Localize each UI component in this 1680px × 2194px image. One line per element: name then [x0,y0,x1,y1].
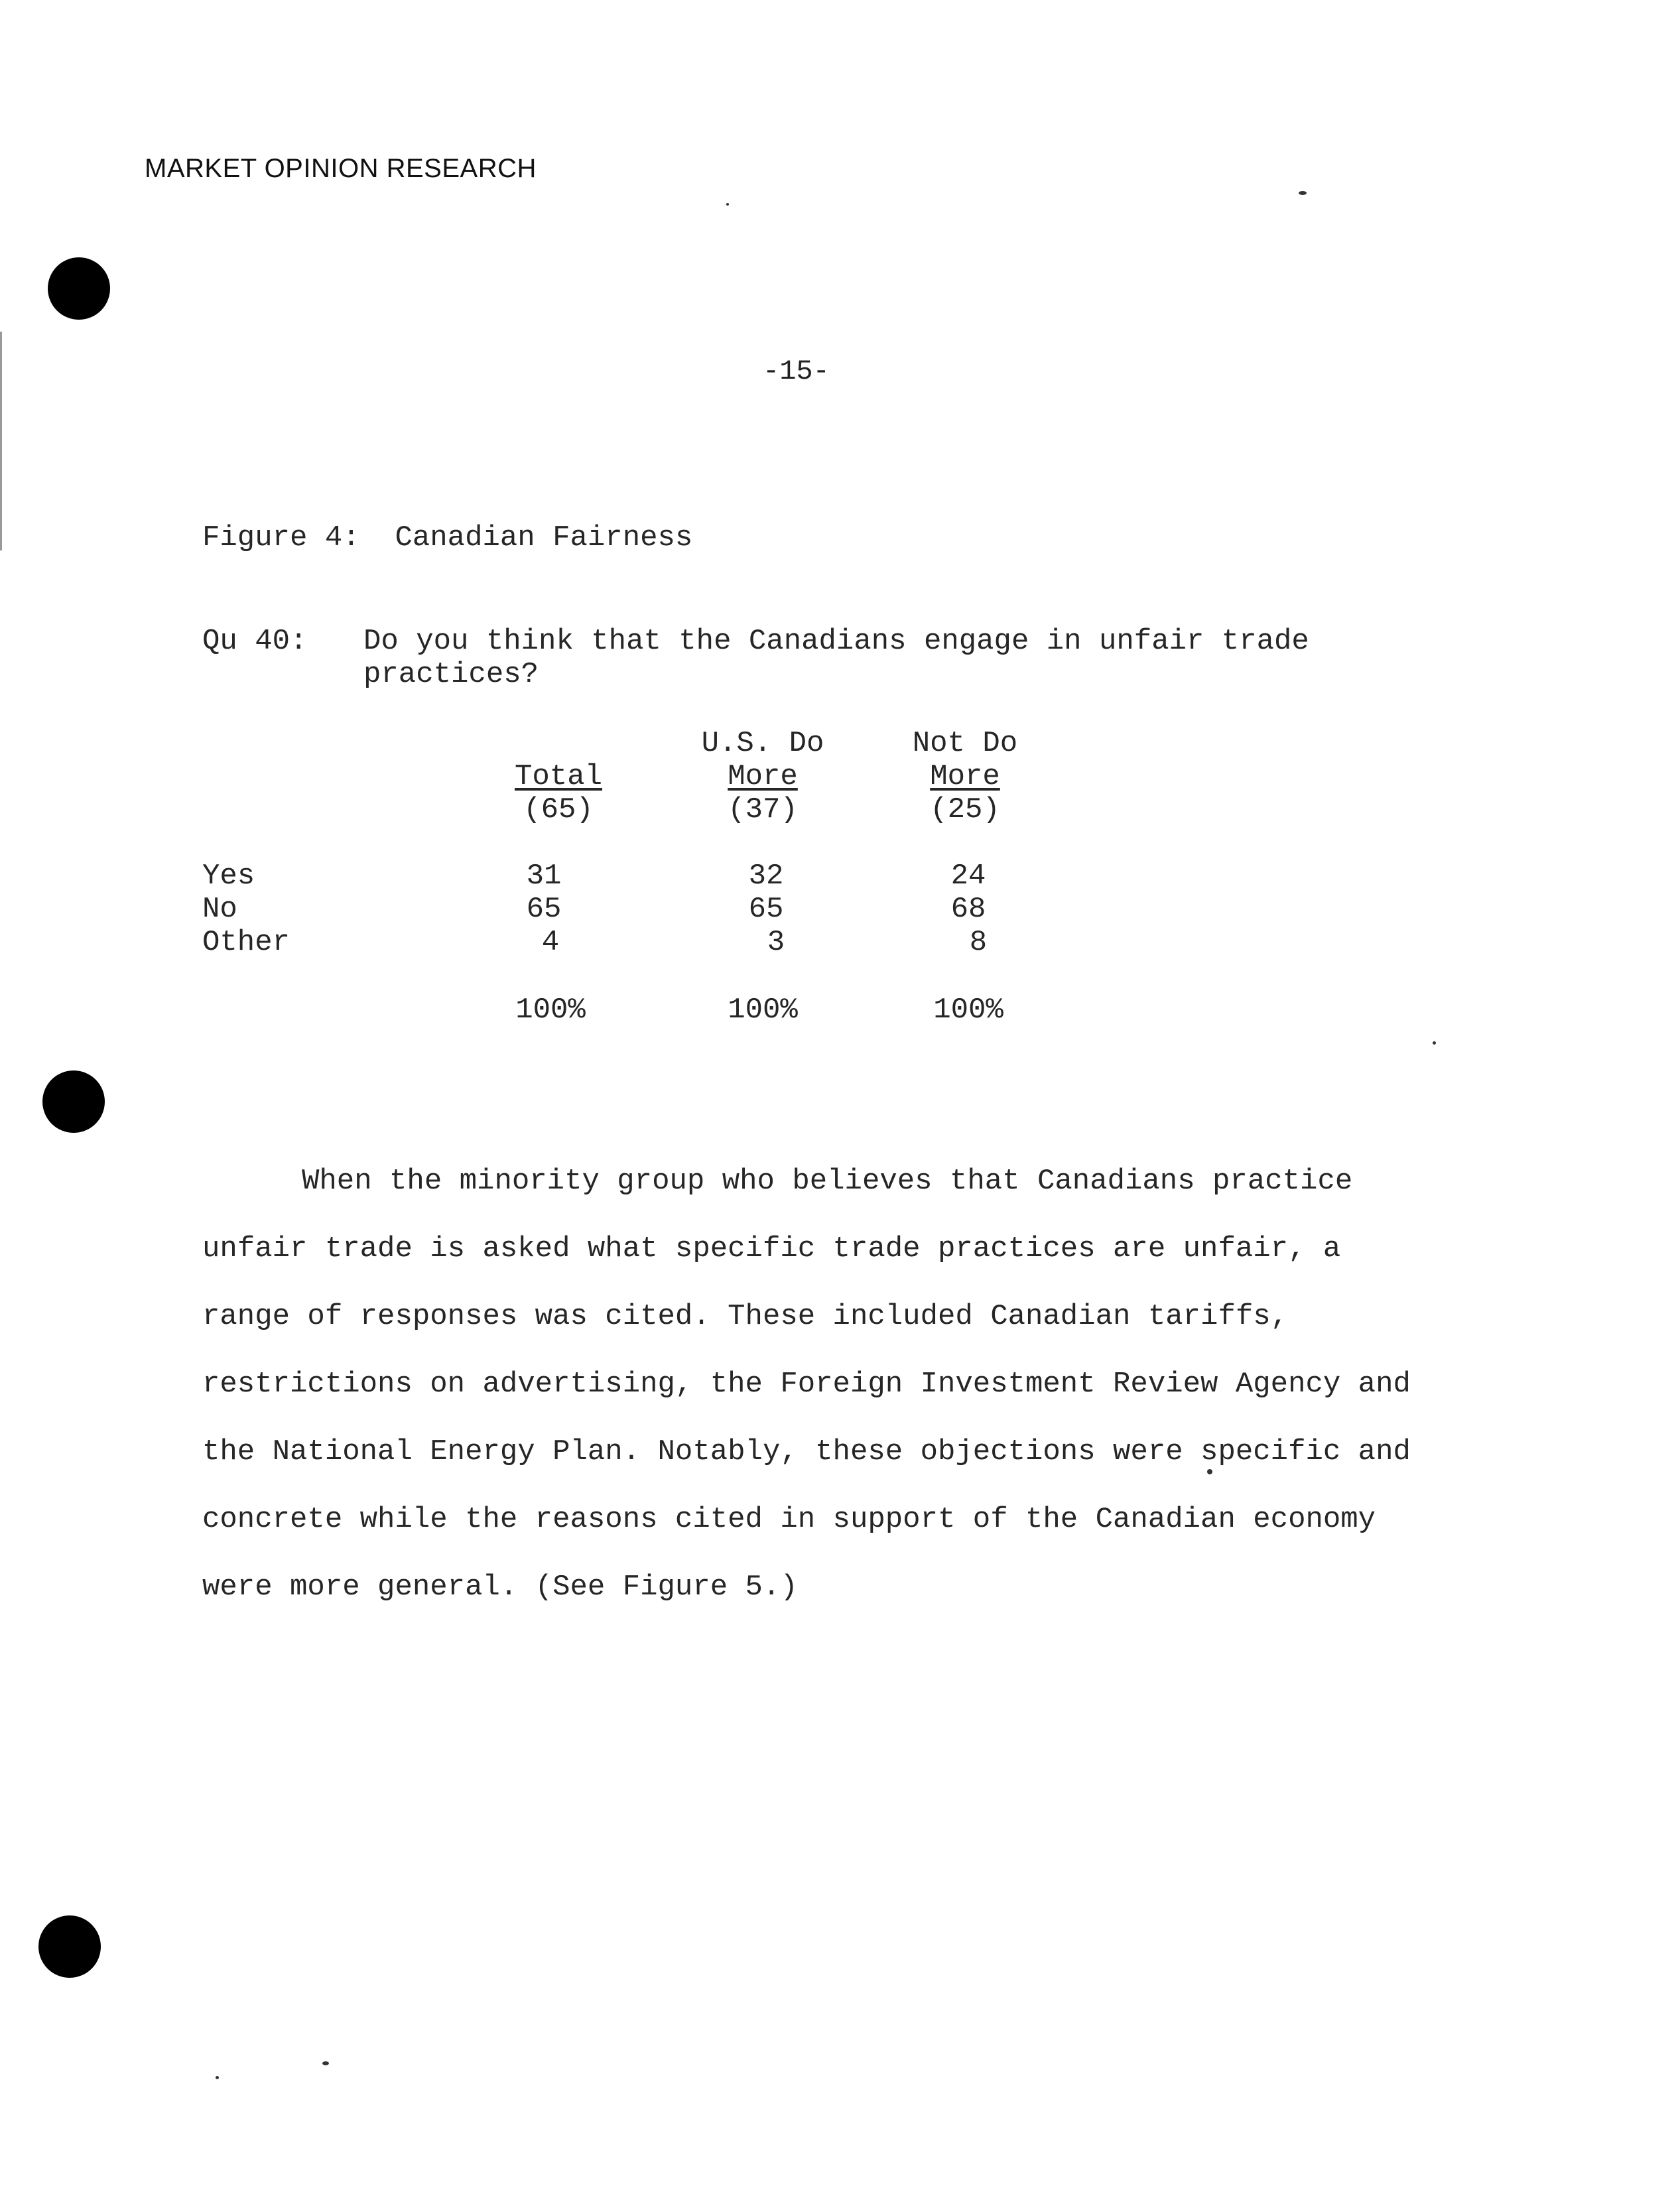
cell-other-total: 4 [541,926,560,959]
column-header-total [472,727,645,826]
column-base: (65) [523,793,594,826]
letterhead: MARKET OPINION RESEARCH [145,154,537,183]
punch-hole-middle [42,1070,105,1133]
column-base: (25) [930,793,1000,826]
cell-other-us-do-more: 3 [767,926,785,959]
scan-speck [1299,191,1307,195]
body-paragraph: When the minority group who believes that Canadians practice unfair trade is asked what specific trade practices are unfair, a range of responses was cited. These included Canadian tariffs, restrictions on advertising, the Foreign Investment Review Agency and the National Energy Plan. Notably, these objections were specific and concrete while the reasons cited in support of the Canadian economy were more general. (See Figure 5.) [202,1165,1411,1604]
scan-speck [216,2076,219,2079]
punch-hole-top [48,257,110,320]
column-header-line1: U.S. Do [701,727,824,760]
cell-yes-total: 31 [526,860,562,893]
cell-yes-not-do-more: 24 [950,860,986,893]
column-base: (37) [728,793,798,826]
page-number: -15- [763,355,830,387]
total-not-do-more: 100% [933,994,1003,1027]
scan-edge [0,332,2,550]
cell-no-not-do-more: 68 [950,893,986,926]
cell-other-not-do-more: 8 [969,926,988,959]
column-header-line2: More [930,760,1000,793]
scan-speck [726,203,729,206]
row-label-no: No [202,893,237,926]
column-header-line1 [472,727,645,760]
column-header-line2: Total [514,760,603,793]
figure-label: Figure 4: [202,521,360,554]
total-us-do-more: 100% [728,994,798,1027]
total-total: 100% [515,994,586,1027]
scan-speck [322,2061,329,2065]
column-header-line1: Not Do [912,727,1018,760]
cell-no-total: 65 [526,893,562,926]
scan-speck [1433,1041,1436,1045]
column-header-not-do-more [879,727,1051,826]
column-header-line2: More [728,760,798,793]
question-label: Qu 40: [202,625,308,658]
column-header-us-do-more [677,727,849,826]
question-text: Do you think that the Canadians engage in unfair trade practices? [363,625,1309,691]
row-label-other: Other [202,926,291,959]
punch-hole-bottom [38,1915,101,1978]
row-label-yes: Yes [202,860,255,893]
cell-no-us-do-more: 65 [748,893,784,926]
cell-yes-us-do-more: 32 [748,860,784,893]
figure-title [202,521,692,554]
figure-name: Canadian Fairness [395,521,693,554]
scan-speck [1207,1469,1212,1474]
